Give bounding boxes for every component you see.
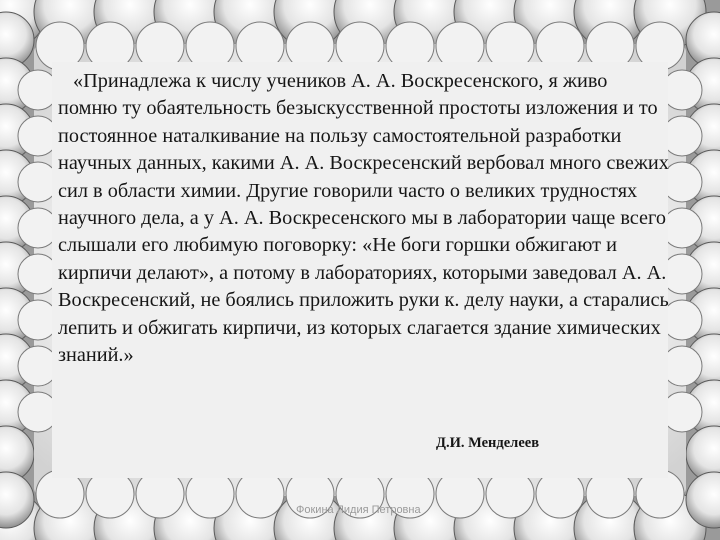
- footer-credit: Фокина Лидия Петровна: [296, 504, 421, 516]
- quote-text: «Принадлежа к числу учеников А. А. Воскресенского, я живо помню ту обаятельность безыскусственной простоты изложения и то постоянное наталкивание на пользу самостоятельной разработки научных данных, какими А. А. Воскресенский вербовал много свежих сил в области химии. Другие говорили часто о великих трудностях научного дела, а у А. А. Воскресенского мы в лаборатории чаще всего слышали его любимую поговорку: «Не боги горшки обжигают и кирпичи делают», а потому в лабораториях, которыми заведовал А. А. Воскресенский, не боялись приложить руки к. делу науки, а старались лепить и обжигать кирпичи, из которых слагается здание химических знаний.»: [58, 70, 669, 367]
- quote-author: Д.И. Менделеев: [436, 435, 540, 451]
